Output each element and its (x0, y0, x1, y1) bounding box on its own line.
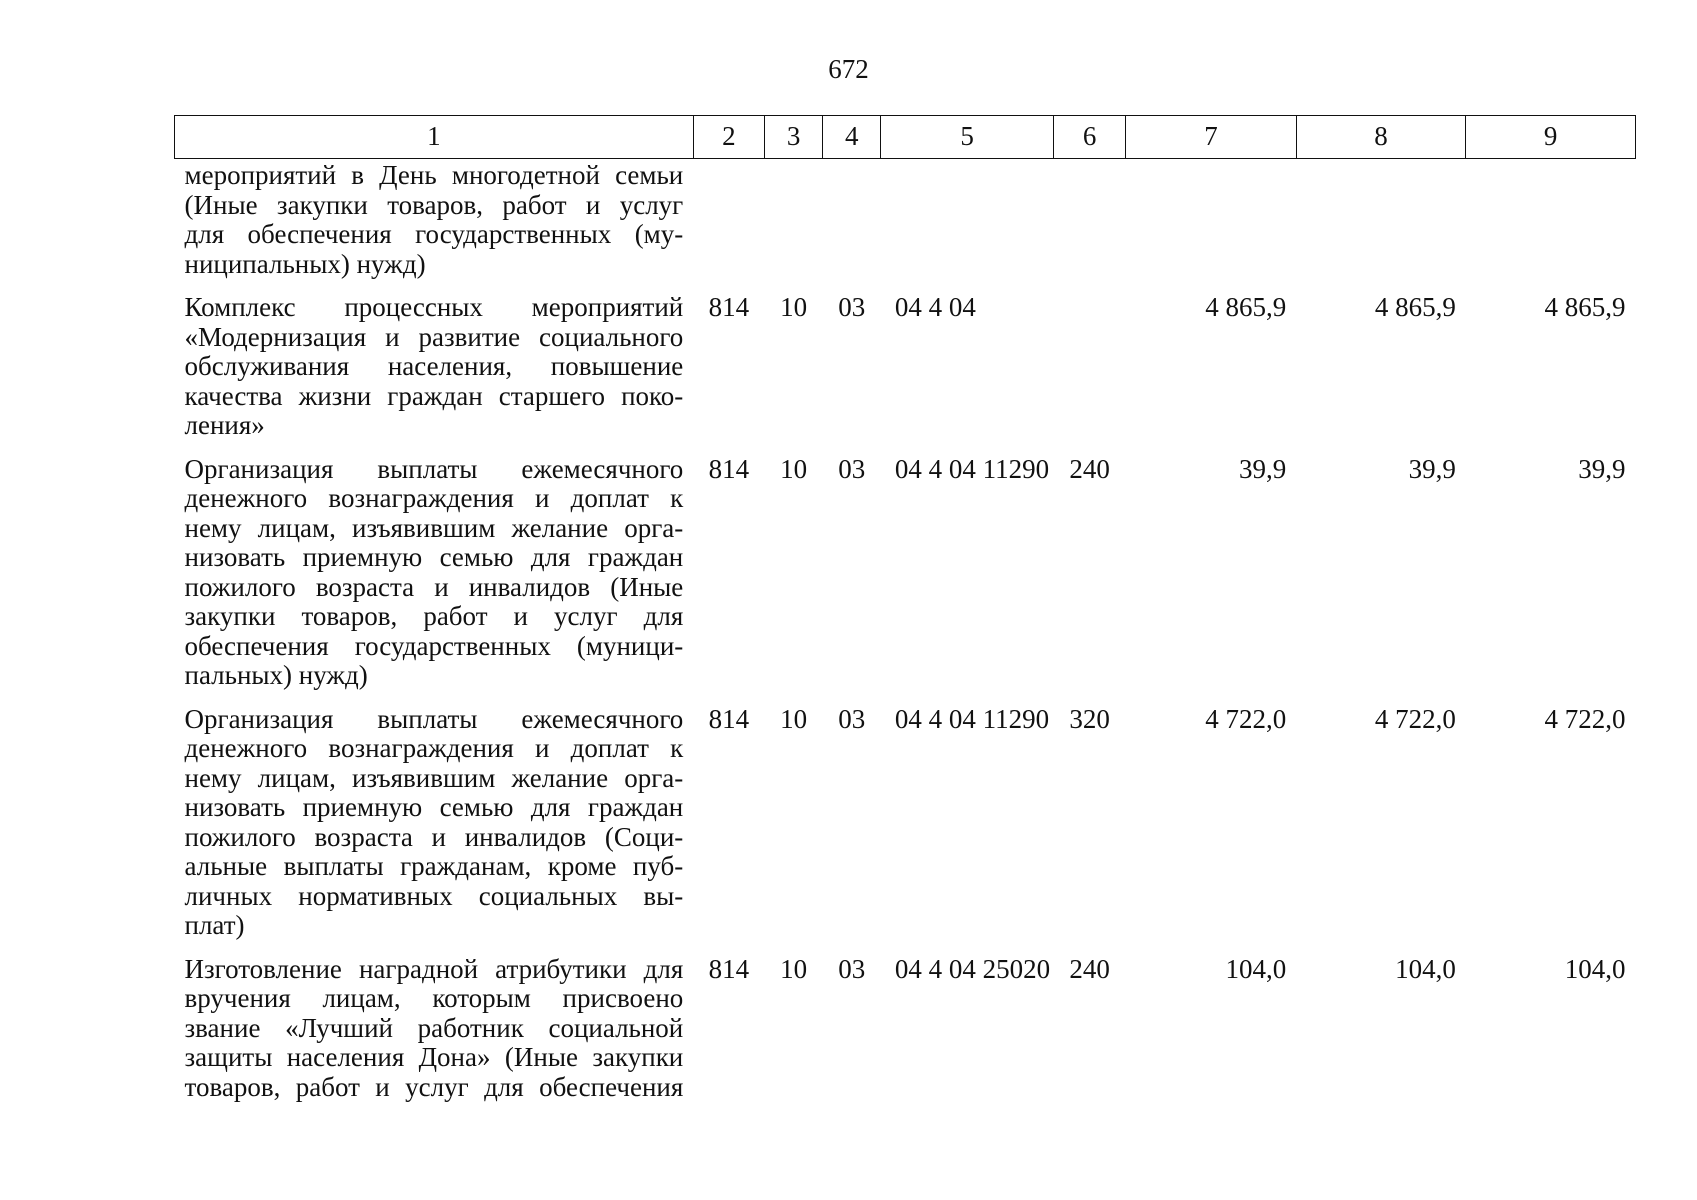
section-code-cell (765, 159, 823, 280)
row-name-line: низовать приемную семью для граждан (184, 542, 684, 572)
row-name-cell (175, 279, 694, 441)
row-name-line: пожилого возраста и инвалидов (Иные (184, 571, 684, 602)
row-name-line: защиты населения Дона» (Иные закупки (184, 1042, 684, 1072)
row-name-cell (175, 691, 694, 941)
amount-year1-cell: 104,0 (1225, 953, 1287, 984)
row-name-line: качества жизни граждан старшего поко- (184, 380, 684, 411)
target-code-cell: 04 4 04 (894, 292, 976, 322)
column-header: 1 (175, 116, 694, 159)
ministry-code-cell: 814 (708, 703, 750, 734)
row-name-line: (Иные закупки товаров, работ и услуг (184, 189, 684, 220)
row-name-line: альные выплаты гражданам, кроме пуб- (184, 851, 684, 881)
page-number: 672 (828, 54, 869, 84)
row-name-line: плат) (184, 910, 245, 940)
row-name-line: «Модернизация и развитие социального (184, 321, 684, 352)
table-row (175, 941, 1636, 1103)
amount-year1-cell (1126, 159, 1297, 280)
section-code-cell: 10 (780, 953, 808, 984)
row-name-cell (175, 441, 694, 691)
row-name-line: Изготовление наградной атрибутики для (184, 953, 684, 984)
amount-year2-cell: 39,9 (1408, 453, 1456, 484)
row-name-line: денежного вознаграждения и доплат к (184, 483, 684, 513)
amount-year2-cell: 4 722,0 (1374, 703, 1456, 734)
column-header: 7 (1126, 116, 1297, 159)
target-code-cell: 04 4 04 25020 (894, 953, 1051, 984)
row-name-line: Организация выплаты ежемесячного (184, 453, 684, 484)
amount-year2-cell: 4 865,9 (1374, 292, 1456, 322)
row-name-line: обслуживания населения, повышение (184, 351, 684, 381)
subsection-code-cell: 03 (838, 453, 866, 484)
subsection-code-cell (823, 159, 881, 280)
target-code-cell: 04 4 04 11290 (894, 453, 1050, 484)
subsection-code-cell: 03 (838, 703, 866, 734)
row-name-line: мероприятий в День многодетной семьи (184, 160, 684, 190)
subsection-code-cell: 03 (838, 953, 866, 984)
amount-year1-cell: 39,9 (1239, 453, 1287, 484)
amount-year3-cell: 4 865,9 (1544, 292, 1626, 322)
row-name-line: пальных) нужд) (184, 660, 368, 690)
ministry-code-cell (693, 159, 764, 280)
column-header: 2 (693, 116, 764, 159)
row-name-line: личных нормативных социальных вы- (184, 880, 684, 911)
amount-year3-cell: 39,9 (1578, 453, 1626, 484)
target-code-cell (881, 159, 1054, 280)
row-name-line: обеспечения государственных (муници- (184, 630, 684, 661)
expense-type-cell: 240 (1069, 953, 1110, 984)
section-code-cell: 10 (780, 292, 808, 322)
ministry-code-cell: 814 (708, 953, 750, 984)
row-name-line: товаров, работ и услуг для обеспечения (184, 1071, 684, 1102)
column-header: 5 (881, 116, 1054, 159)
expense-type-cell: 320 (1069, 703, 1110, 734)
column-header: 4 (823, 116, 881, 159)
row-name-line: закупки товаров, работ и услуг для (184, 601, 684, 631)
budget-table (174, 115, 1636, 1102)
column-header: 6 (1053, 116, 1125, 159)
table-row (175, 441, 1636, 691)
row-name-line: денежного вознаграждения и доплат к (184, 733, 684, 763)
row-name-line: ления» (184, 410, 265, 440)
header-row (175, 116, 1636, 159)
row-name-line: звание «Лучший работник социальной (184, 1012, 684, 1043)
column-header: 8 (1296, 116, 1466, 159)
row-name-line: нему лицам, изъявившим желание орга- (184, 762, 684, 793)
target-code-cell: 04 4 04 11290 (894, 703, 1050, 734)
amount-year3-cell (1466, 159, 1636, 280)
row-name-line: пожилого возраста и инвалидов (Соци- (184, 821, 684, 852)
table-row (175, 691, 1636, 941)
ministry-code-cell: 814 (708, 292, 750, 322)
row-name-line: ниципальных) нужд) (184, 248, 426, 279)
row-name-cell (175, 941, 694, 1103)
row-name-line: нему лицам, изъявившим желание орга- (184, 512, 684, 543)
subsection-code-cell: 03 (838, 292, 866, 322)
section-code-cell: 10 (780, 703, 808, 734)
row-name-line: Организация выплаты ежемесячного (184, 703, 684, 734)
row-name-line: низовать приемную семью для граждан (184, 792, 684, 822)
amount-year3-cell: 104,0 (1564, 953, 1626, 984)
expense-type-cell: 240 (1069, 453, 1110, 484)
amount-year3-cell: 4 722,0 (1544, 703, 1626, 734)
row-name-line: вручения лицам, которым присвоено (184, 983, 684, 1013)
table-row (175, 159, 1636, 280)
table-row (175, 279, 1636, 441)
amount-year2-cell: 104,0 (1395, 953, 1456, 984)
table-body (175, 159, 1636, 1103)
expense-type-cell (1053, 159, 1125, 280)
row-name-line: Комплекс процессных мероприятий (184, 292, 684, 322)
amount-year2-cell (1296, 159, 1466, 280)
amount-year1-cell: 4 865,9 (1205, 292, 1287, 322)
section-code-cell: 10 (780, 453, 808, 484)
column-header: 3 (765, 116, 823, 159)
row-name-line: для обеспечения государственных (му- (184, 219, 684, 249)
expense-type-cell (1053, 279, 1125, 441)
column-header: 9 (1466, 116, 1636, 159)
amount-year1-cell: 4 722,0 (1205, 703, 1287, 734)
ministry-code-cell: 814 (708, 453, 750, 484)
row-name-cell (175, 159, 694, 280)
